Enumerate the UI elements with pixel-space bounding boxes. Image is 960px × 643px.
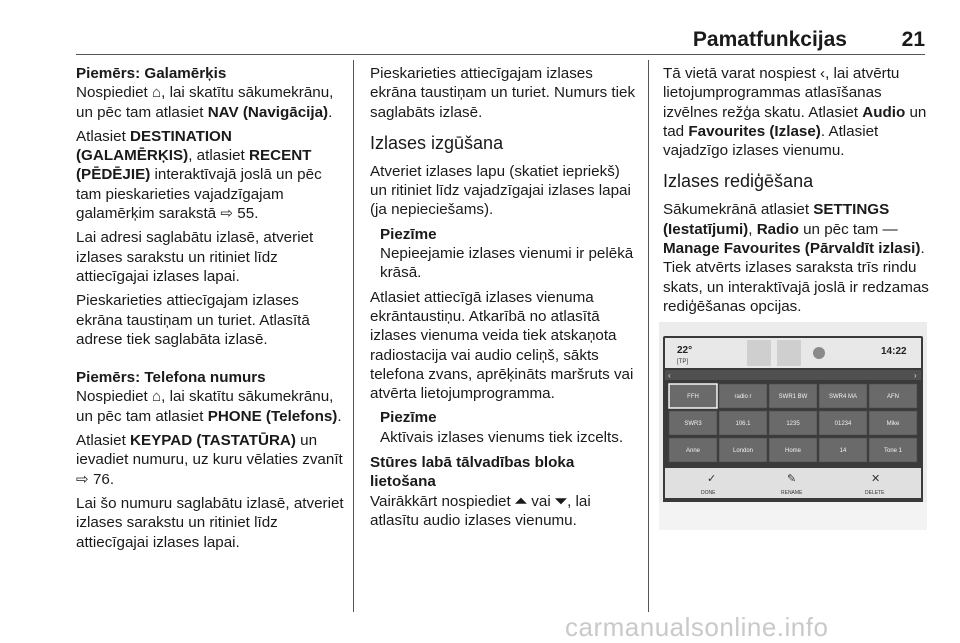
- note-box: [370, 408, 636, 447]
- paragraph: Sākumekrānā atlasiet SETTINGS (Iestatījumi), Radio un pēc tam — Manage Favourites (Pārvaldīt izlasi). Tiek atvērts izlases saraksta trīs rindu skats, un interaktīvajā joslā ir redzamas rediģēšanas opcijas.: [663, 201, 929, 315]
- done-check-icon: ✓: [707, 472, 717, 485]
- favourite-tile-label: AFN: [887, 394, 899, 400]
- paragraph: Tā vietā varat nospiest ‹, lai atvērtu lietojumprogrammas atlasīšanas izvēlnes režģa skatu. Atlasiet Audio un tad Favourites (Izlase). Atlasiet vajadzīgo izlases vienumu.: [663, 65, 927, 160]
- tp-indicator: [TP]: [677, 359, 689, 365]
- note-box: [370, 225, 636, 283]
- favourite-tile-label: 14: [839, 448, 847, 454]
- heading-edit-favourites: Izlases rediģēšana: [663, 171, 814, 192]
- favourite-tile-label: radio r: [734, 394, 752, 400]
- paragraph: Nospiediet ⌂, lai skatītu sākumekrānu, un pēc tam atlasiet NAV (Navigācija).: [76, 84, 334, 121]
- favourite-tile-label: FFH: [687, 394, 699, 400]
- paragraph: Vairākkārt nospiediet ⏶ vai ⏷, lai atlasītu audio izlases vienumu.: [370, 492, 591, 529]
- info-icon[interactable]: [813, 347, 825, 359]
- column-divider-2: [648, 60, 649, 612]
- home-icon: ⌂: [151, 84, 162, 102]
- nav-shortcut-icon[interactable]: [747, 340, 771, 366]
- paragraph: Atveriet izlases lapu (skatiet iepriekš) un ritiniet līdz vajadzīgajai izlases lapai (ja nepieciešams).: [370, 162, 631, 219]
- favourite-tile-label: 01234: [834, 421, 852, 427]
- watermark: carmanualsonline.info: [565, 612, 829, 642]
- temperature-readout: 22°: [677, 345, 693, 356]
- rename-button[interactable]: RENAME: [781, 490, 803, 496]
- paragraph: Atlasiet KEYPAD (TASTATŪRA) un ievadiet numuru, uz kuru vēlaties zvanīt ⇨ 76.: [76, 432, 343, 488]
- section-title: Pamatfunkcijas: [692, 28, 847, 51]
- page-number: 21: [901, 28, 925, 51]
- paragraph: Pieskarieties attiecīgajam izlases ekrāna taustiņam un turiet. Numurs tiek saglabāts izlasē.: [370, 65, 636, 121]
- phone-shortcut-icon[interactable]: [777, 340, 801, 366]
- column-2: [370, 64, 636, 535]
- page-ref-icon: ⇨: [76, 470, 89, 488]
- paragraph: Lai šo numuru saglabātu izlasē, atveriet izlases sarakstu un ritiniet līdz attiecīgajai izlases lapai.: [76, 494, 344, 551]
- done-button[interactable]: DONE: [701, 490, 716, 496]
- favourite-tile-label: SWR1 BW: [778, 394, 808, 400]
- header-rule: [76, 54, 925, 55]
- clock-readout: 14:22: [881, 346, 907, 357]
- heading-phone-example: Piemērs: Telefona numurs: [76, 369, 266, 387]
- heading-steering-wheel: Stūres labā tālvadības bloka lietošana: [370, 454, 575, 491]
- up-icon: ⏶: [514, 492, 528, 510]
- rename-pencil-icon: ✎: [787, 472, 797, 485]
- favourite-tile-label: SWR3: [684, 421, 702, 427]
- paragraph: Atlasiet DESTINATION (GALAMĒRĶIS), atlasiet RECENT (PĒDĒJIE) interaktīvajā joslā un pēc tam pieskarieties vajadzīgajam galamērķim sarakstā ⇨ 55.: [76, 127, 322, 223]
- back-icon: ‹: [820, 65, 826, 82]
- note-title: Piezīme: [380, 409, 437, 427]
- paragraph: Pieskarieties attiecīgajam izlases ekrāna taustiņam un turiet. Atlasītā adrese tiek saglabāta izlasē.: [76, 292, 310, 348]
- favourite-tile-label: Tone 1: [883, 448, 903, 454]
- favourite-tile-label: 1235: [786, 421, 800, 427]
- heading-retrieve-favourites: Izlases izgūšana: [370, 132, 504, 153]
- paragraph: Atlasiet attiecīgā izlases vienuma ekrāntaustiņu. Atkarībā no atlasītā izlases vienuma veida tiek atskaņota radiostacija vai audio celiņš, sākts telefona zvans, aprēķināts maršruts vai atvērta lietojumprogramma.: [370, 288, 634, 403]
- column-divider-1: [353, 60, 354, 612]
- note-title: Piezīme: [380, 225, 437, 243]
- down-icon: ⏷: [554, 492, 568, 510]
- favourite-tile-label: London: [732, 448, 754, 454]
- favourites-grid: [669, 384, 917, 462]
- page-ref-link[interactable]: 76.: [92, 470, 115, 488]
- infotainment-screen-image: [659, 322, 927, 530]
- paragraph: Lai adresi saglabātu izlasē, atveriet izlases sarakstu un ritiniet līdz attiecīgajai izlases lapai.: [76, 229, 314, 285]
- home-icon: ⌂: [151, 388, 162, 406]
- page-header: [76, 28, 925, 50]
- note-text: Aktīvais izlases vienums tiek izcelts.: [380, 428, 624, 446]
- scroll-left-icon[interactable]: ‹: [668, 371, 671, 380]
- favourite-tile-label: 106.1: [735, 421, 751, 427]
- column-1: [76, 64, 348, 557]
- favourite-tile-label: Home: [784, 448, 802, 454]
- column-3: [663, 64, 931, 321]
- heading-destination-example: Piemērs: Galamērķis: [76, 65, 227, 82]
- page-ref-icon: ⇨: [220, 205, 234, 223]
- note-text: Nepieejamie izlases vienumi ir pelēkā krāsā.: [380, 245, 634, 282]
- page-ref-link[interactable]: 55.: [237, 205, 259, 223]
- favourite-tile-label: Mike: [886, 421, 900, 427]
- delete-button[interactable]: DELETE: [865, 490, 885, 496]
- favourite-tile-label: SWR4 MA: [828, 394, 858, 400]
- paragraph: Nospiediet ⌂, lai skatītu sākumekrānu, un pēc tam atlasiet PHONE (Telefons).: [76, 388, 342, 425]
- scroll-right-icon[interactable]: ›: [914, 371, 917, 380]
- favourite-tile-label: Anne: [685, 448, 701, 454]
- delete-x-icon: ✕: [871, 472, 881, 485]
